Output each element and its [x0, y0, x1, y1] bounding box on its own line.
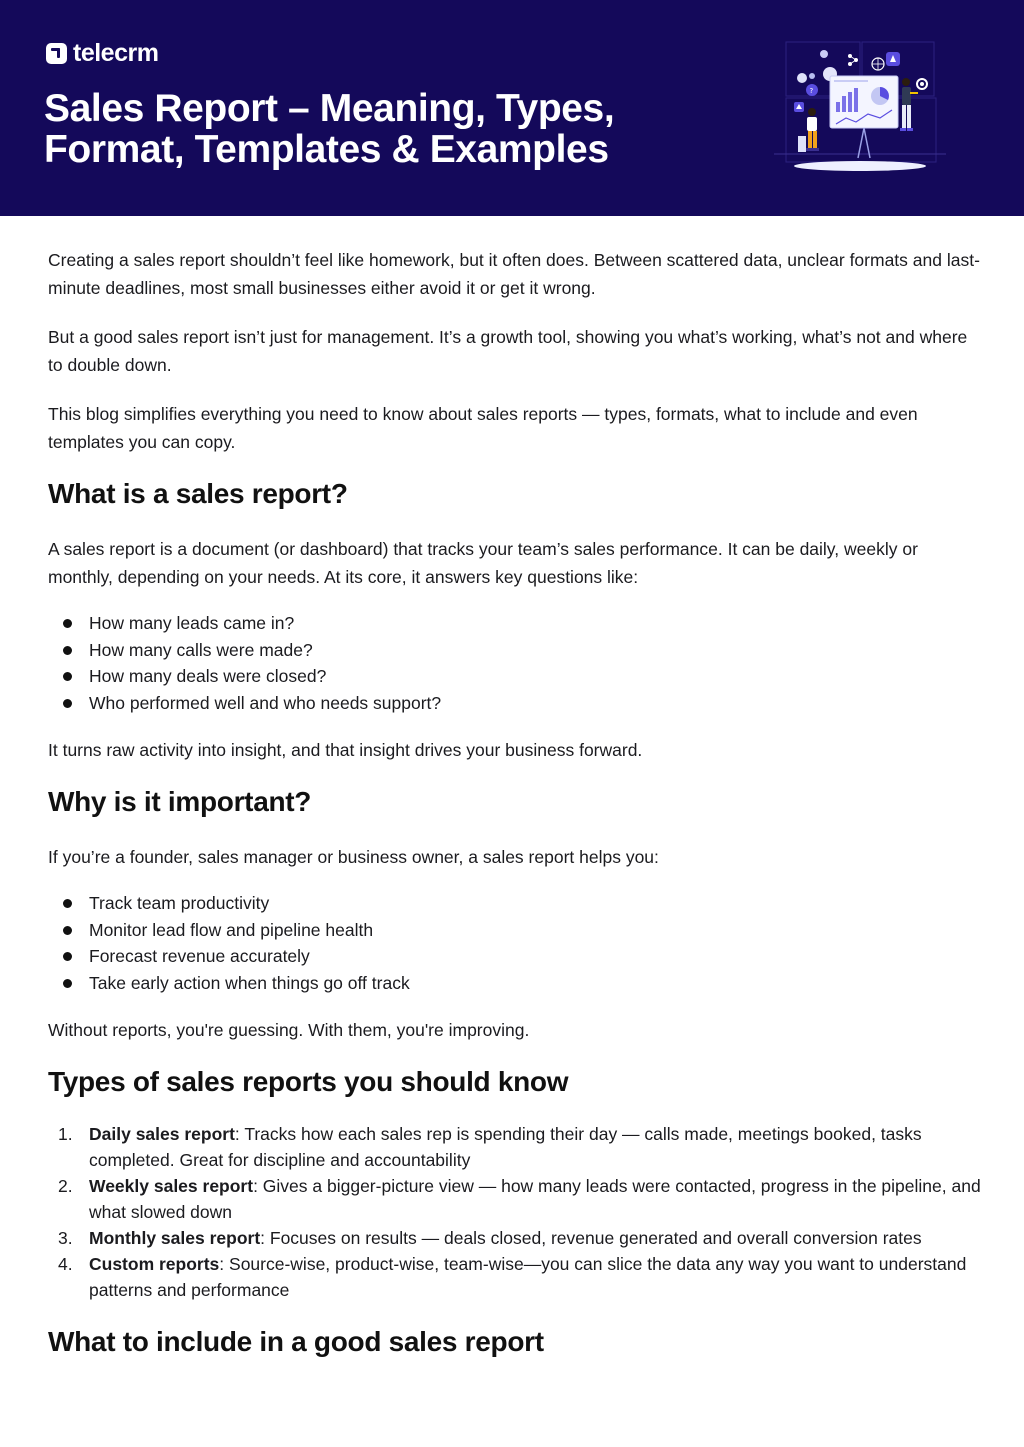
report-type-term: Daily sales report [89, 1124, 235, 1144]
report-type-description: : Gives a bigger-picture view — how many leads were contacted, progress in the pipeline, and what slowed down [89, 1176, 981, 1222]
report-type-term: Custom reports [89, 1254, 220, 1274]
report-type-term: Monthly sales report [89, 1228, 261, 1248]
report-type-description: : Tracks how each sales rep is spending their day — calls made, meetings booked, tasks completed. Great for discipline and accountability [89, 1124, 922, 1170]
list-item [48, 890, 984, 917]
bullet-icon [63, 699, 72, 708]
list-number: 3. [58, 1228, 73, 1248]
list-item-text: Take early action when things go off track [89, 972, 410, 993]
page-header [0, 0, 1024, 216]
bullet-icon [63, 979, 72, 988]
heading-what-is-sales-report: What is a sales report? [48, 478, 348, 509]
benefits-list [48, 890, 984, 996]
list-item-text: Who performed well and who needs support? [89, 692, 442, 713]
list-number: 1. [58, 1124, 73, 1144]
summary-paragraph: It turns raw activity into insight, and that insight drives your business forward. [48, 740, 643, 760]
list-item [48, 637, 984, 664]
report-types-list [48, 1121, 984, 1303]
list-item [48, 663, 984, 690]
report-type-description: : Source-wise, product-wise, team-wise—you can slice the data any way you want to understand patterns and performance [89, 1254, 967, 1300]
list-item-text: Forecast revenue accurately [89, 946, 310, 966]
report-type-description: : Focuses on results — deals closed, revenue generated and overall conversion rates [260, 1228, 922, 1248]
list-item-text: How many deals were closed? [89, 666, 327, 686]
page-title: Sales Report – Meaning, Types, Format, Templates & Examples [44, 87, 615, 171]
list-item [48, 610, 984, 637]
list-item-text: How many calls were made? [89, 639, 313, 660]
svg-text:?: ? [809, 87, 814, 95]
article-body [48, 246, 984, 1383]
benefits-intro-paragraph: If you’re a founder, sales manager or business owner, a sales report helps you: [48, 847, 659, 867]
list-item [48, 943, 984, 970]
list-item [48, 970, 984, 997]
bullet-icon [63, 646, 72, 655]
report-type-term: Weekly sales report [89, 1176, 254, 1196]
summary-paragraph: Without reports, you're guessing. With them, you're improving. [48, 1020, 530, 1040]
definition-paragraph: A sales report is a document (or dashboard) that tracks your team’s sales performance. It can be daily, weekly or monthly, depending on your needs. At its core, it answers key questions like: [48, 539, 918, 587]
list-item-text: Monitor lead flow and pipeline health [89, 919, 374, 940]
bullet-icon [63, 899, 72, 908]
sales-analytics-illustration [772, 40, 948, 174]
list-item-text: How many leads came in? [89, 613, 295, 633]
list-item [48, 690, 984, 717]
list-item-text: Track team productivity [89, 893, 270, 913]
list-item [48, 1173, 984, 1225]
intro-paragraph: Creating a sales report shouldn’t feel like homework, but it often does. Between scattered data, unclear formats and last-minute deadlines, most small businesses either avoid it or get it wrong. [48, 250, 980, 298]
brand-name: telecrm [73, 39, 159, 67]
bullet-icon [63, 672, 72, 681]
intro-paragraph: But a good sales report isn’t just for management. It’s a growth tool, showing you what’s working, what’s not and where to double down. [48, 327, 968, 375]
heading-types-of-reports: Types of sales reports you should know [48, 1066, 569, 1097]
bullet-icon [63, 619, 72, 628]
key-questions-list [48, 610, 984, 716]
heading-why-important: Why is it important? [48, 786, 312, 817]
list-item [48, 1251, 984, 1303]
telecrm-logo-icon [46, 43, 67, 64]
list-number: 4. [58, 1254, 73, 1274]
heading-what-to-include: What to include in a good sales report [48, 1326, 544, 1357]
bullet-icon [63, 952, 72, 961]
list-number: 2. [58, 1176, 73, 1196]
intro-paragraph: This blog simplifies everything you need to know about sales reports — types, formats, what to include and even templates you can copy. [48, 404, 918, 452]
list-item [48, 1225, 984, 1251]
list-item [48, 1121, 984, 1173]
bullet-icon [63, 926, 72, 935]
brand-logo[interactable] [46, 40, 158, 66]
list-item [48, 917, 984, 944]
